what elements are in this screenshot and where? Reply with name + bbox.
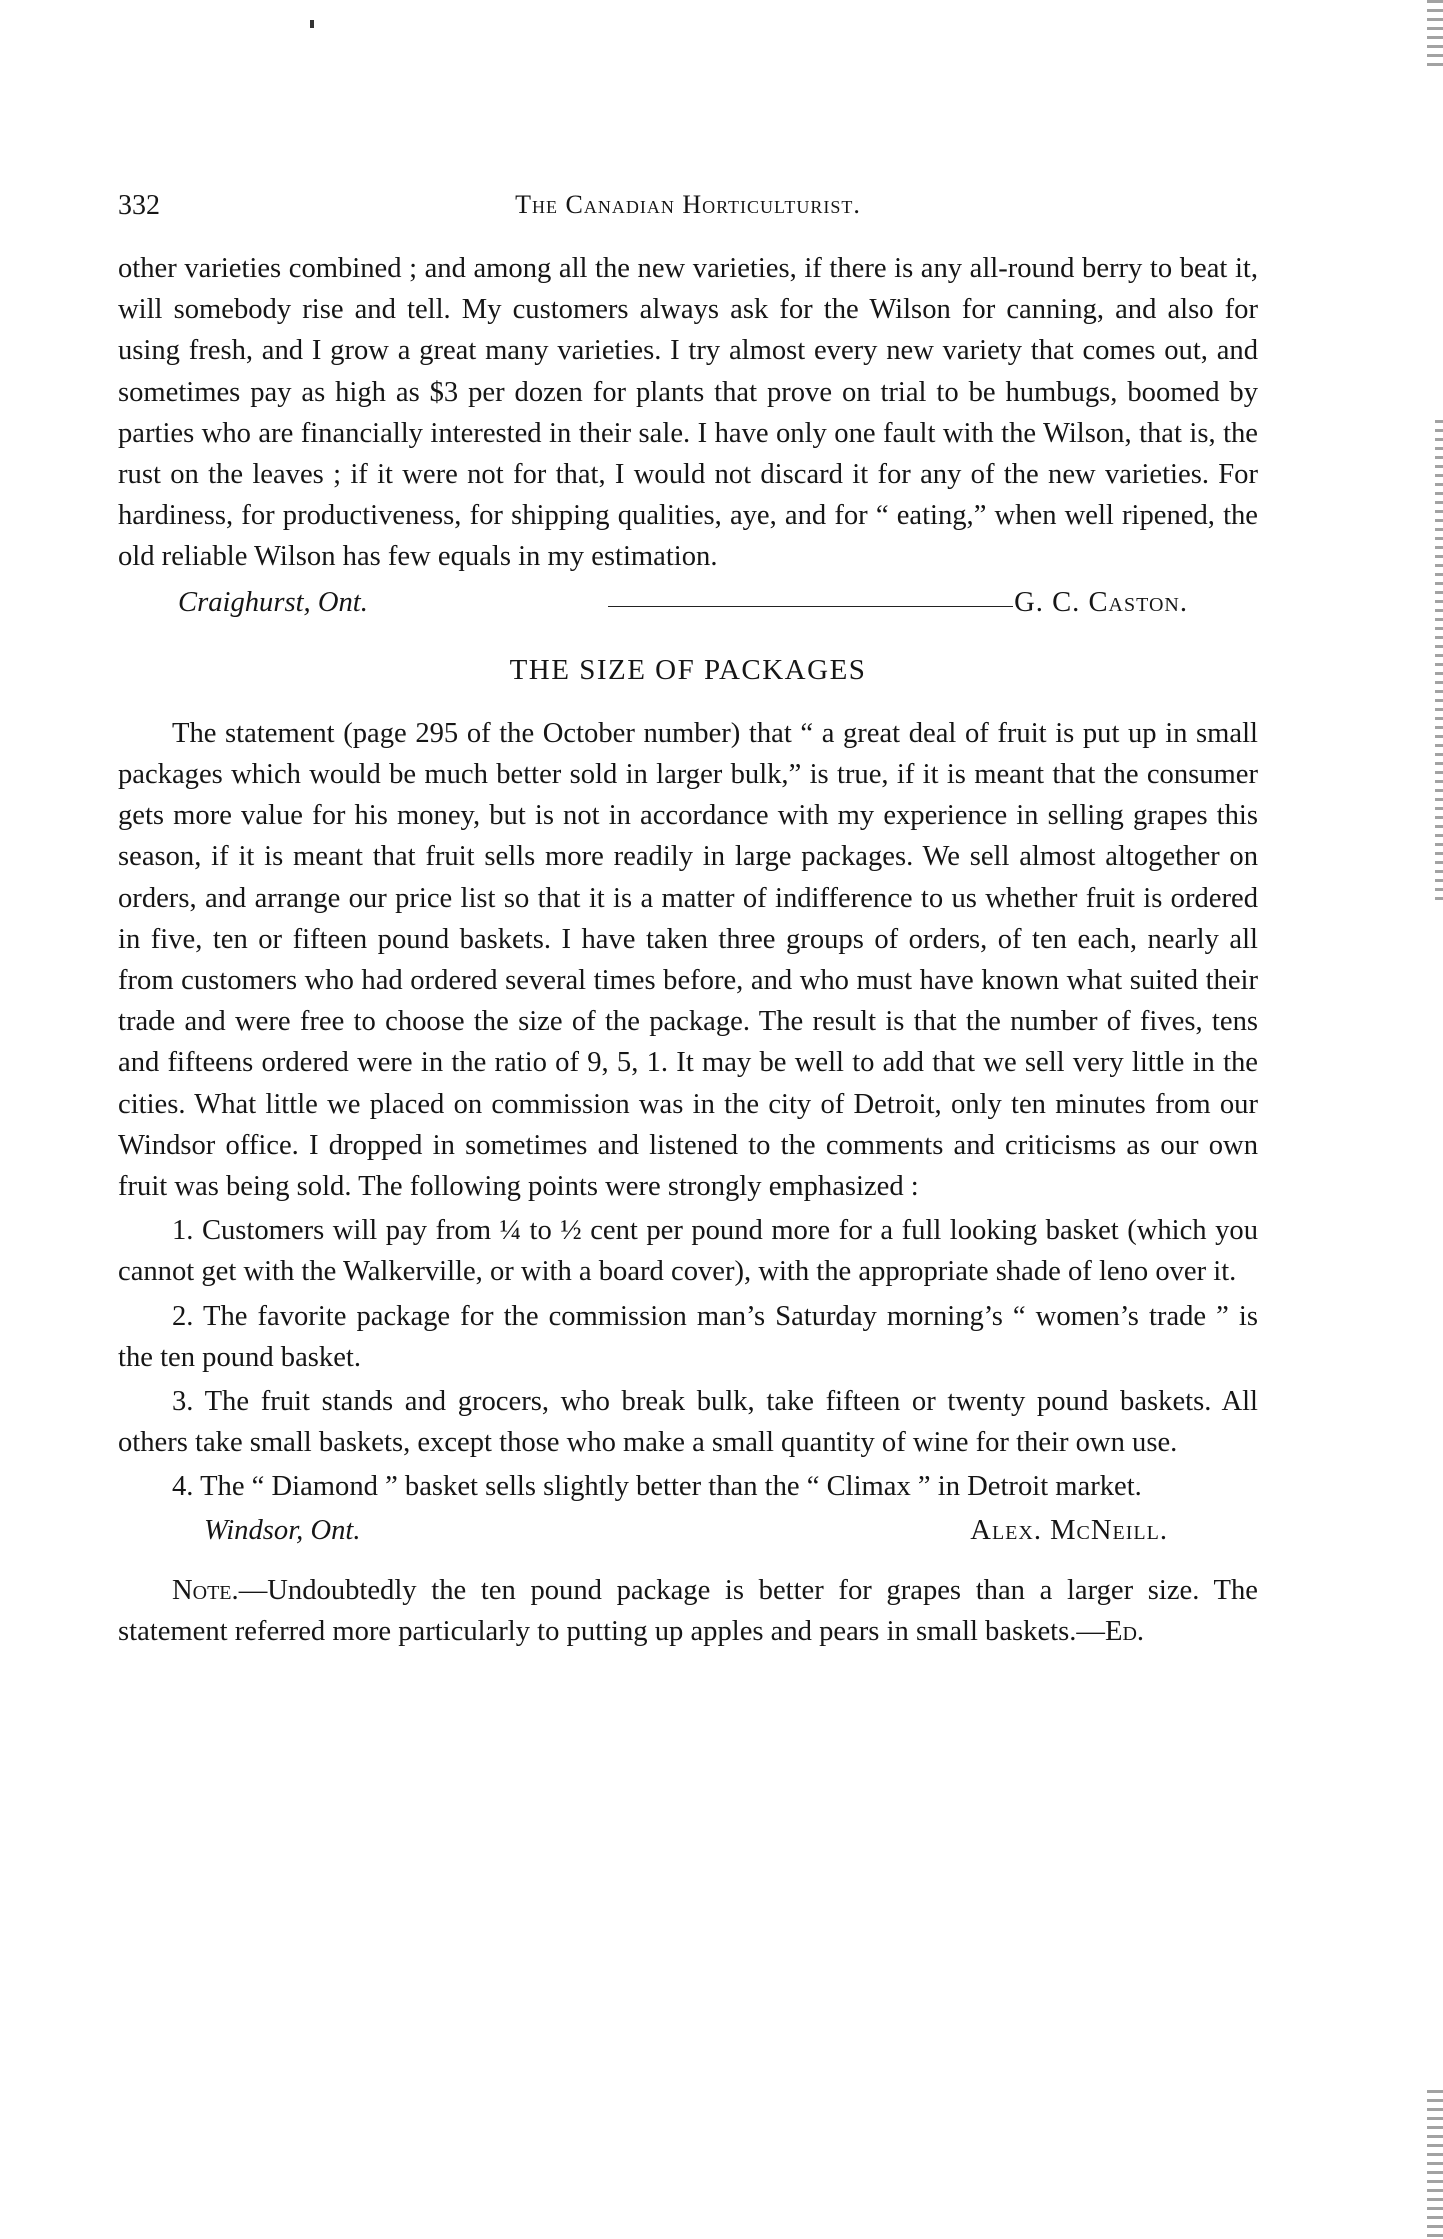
article-signature: [118, 1510, 1258, 1554]
article-paragraph: The statement (page 295 of the October number) that “ a great deal of fruit is put up in small packages which would be much better sold in larger bulk,” is true, if it is meant that the consumer gets more value for his money, but is not in accordance with my experience in selling grapes this season, if it is meant that fruit sells more readily in large packages. We sell almost altogether on orders, and arrange our price list so that it is a matter of indifference to us whether fruit is ordered in five, ten or fifteen pound baskets. I have taken three groups of orders, of ten each, nearly all from customers who had ordered several times before, and who must have known what suited their trade and were free to choose the size of the package. The result is that the number of fives, tens and fifteens ordered were in the ratio of 9, 5, 1. It may be well to add that we sell very little in the cities. What little we placed on commission was in the city of Detroit, only ten minutes from our Windsor office. I dropped in sometimes and listened to the comments and criticisms as our own fruit was being sold. The following points were strongly emphasized :: [118, 717, 1258, 1203]
intro-place: Craighurst, Ont.: [178, 586, 368, 618]
page-body: [118, 248, 1258, 1652]
point-item: 2. The favorite package for the commission man’s Saturday morning’s “ women’s trade ” is the ten pound basket.: [118, 1300, 1258, 1373]
intro-signature: [118, 582, 1258, 626]
intro-paragraph: other varieties combined ; and among all the new varieties, if there is any all-round berry to beat it, will somebody rise and tell. My customers always ask for the Wilson for canning, and also for using fresh, and I grow a great many varieties. I try almost every new variety that comes out, and sometimes pay as high as $3 per dozen for plants that prove on trial to be humbugs, boomed by parties who are financially interested in their sale. I have only one fault with the Wilson, that is, the rust on the leaves ; if it were not for that, I would not discard it for any of the new varieties. For hardiness, for productiveness, for shipping qualities, aye, and for “ eating,” when well ripened, the old reliable Wilson has few equals in my estimation.: [118, 253, 1258, 573]
note-text: —Undoubtedly the ten pound package is better for grapes than a larger size. The statement referred more particularly to putting up apples and pears in small baskets.—: [118, 1574, 1258, 1647]
ink-speck: [310, 20, 314, 28]
intro-author: G. C. Caston.: [1014, 586, 1188, 618]
note-label: Note.: [172, 1574, 239, 1606]
point-item: 1. Customers will pay from ¼ to ½ cent per pound more for a full looking basket (which you cannot get with the Walkerville, or with a board cover), with the appropriate shade of leno over it.: [118, 1215, 1258, 1288]
section-divider: [608, 606, 1013, 607]
point-item: 4. The “ Diamond ” basket sells slightly better than the “ Climax ” in Detroit market.: [172, 1471, 1142, 1503]
running-title: The Canadian Horticulturist.: [515, 190, 861, 219]
editor-initials: Ed.: [1104, 1615, 1145, 1647]
editor-note: [118, 1570, 1258, 1652]
page-edge-shadow: [1427, 2090, 1443, 2239]
article-title: THE SIZE OF PACKAGES: [509, 653, 867, 686]
article-place: Windsor, Ont.: [204, 1514, 361, 1546]
page-number: 332: [118, 190, 160, 221]
page-edge-shadow: [1427, 0, 1443, 70]
page-edge-shadow: [1435, 420, 1443, 900]
page-header: [118, 190, 1258, 230]
point-item: 3. The fruit stands and grocers, who break bulk, take fifteen or twenty pound baskets. All others take small baskets, except those who make a small quantity of wine for their own use.: [118, 1386, 1258, 1459]
article-author: Alex. McNeill.: [970, 1514, 1168, 1546]
